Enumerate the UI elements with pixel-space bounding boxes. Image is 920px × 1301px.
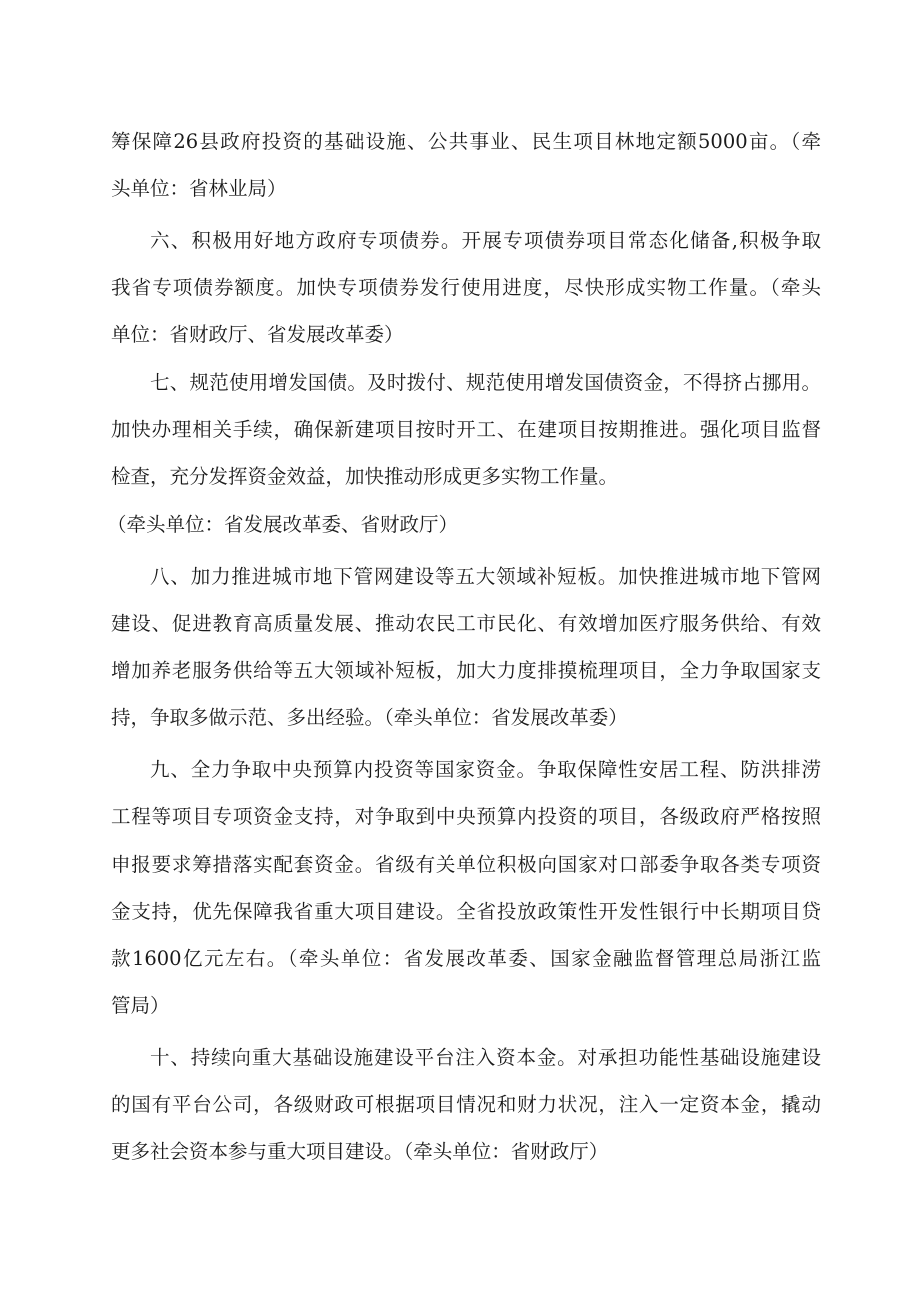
text-line: 管局） (111, 994, 170, 1017)
text-line: 申报要求筹措落实配套资金。省级有关单位积极向国家对口部委争取各类专项资 (111, 853, 821, 876)
text-line: 的国有平台公司，各级财政可根据项目情况和财力状况，注入一定资本金，撬动 (111, 1093, 821, 1116)
text-line: 头单位：省林业局） (111, 177, 287, 200)
paragraph-heading-line: 六、积极用好地方政府专项债券。开展专项债券项目常态化储备,积极争取 (150, 229, 821, 252)
paragraph-heading-line: 十、持续向重大基础设施建设平台注入资本金。对承担功能性基础设施建设 (150, 1046, 821, 1069)
text-line: 我省专项债券额度。加快专项债券发行使用进度，尽快形成实物工作量。（牵头 (111, 276, 821, 299)
text-line: 增加养老服务供给等五大领域补短板，加大力度排摸梳理项目，全力争取国家支 (111, 659, 821, 682)
text-line: 筹保障26县政府投资的基础设施、公共事业、民生项目林地定额5000亩。（牵 (111, 130, 821, 153)
paragraph-heading-line: 八、加力推进城市地下管网建设等五大领域补短板。加快推进城市地下管网 (150, 565, 821, 588)
paragraph-heading-line: 九、全力争取中央预算内投资等国家资金。争取保障性安居工程、防洪排涝 (150, 758, 821, 781)
text-line: 检查，充分发挥资金效益，加快推动形成更多实物工作量。 (111, 465, 619, 488)
text-line: 建设、促进教育高质量发展、推动农民工市民化、有效增加医疗服务供给、有效 (111, 612, 821, 635)
text-line: 更多社会资本参与重大项目建设。（牵头单位：省财政厅） (111, 1140, 609, 1163)
text-line: 加快办理相关手续，确保新建项目按时开工、在建项目按期推进。强化项目监督 (111, 418, 821, 441)
text-line: 单位：省财政厅、省发展改革委） (111, 323, 404, 346)
text-line: 款1600亿元左右。（牵头单位：省发展改革委、国家金融监督管理总局浙江监 (111, 947, 821, 970)
text-line: 持，争取多做示范、多出经验。（牵头单位：省发展改革委） (111, 706, 628, 729)
paragraph-heading-line: 七、规范使用增发国债。及时拨付、规范使用增发国债资金，不得挤占挪用。 (150, 371, 821, 394)
text-line: 金支持，优先保障我省重大项目建设。全省投放政策性开发性银行中长期项目贷 (111, 900, 821, 923)
text-line: （牵头单位：省发展改革委、省财政厅） (107, 513, 459, 536)
text-line: 工程等项目专项资金支持，对争取到中央预算内投资的项目，各级政府严格按照 (111, 805, 821, 828)
